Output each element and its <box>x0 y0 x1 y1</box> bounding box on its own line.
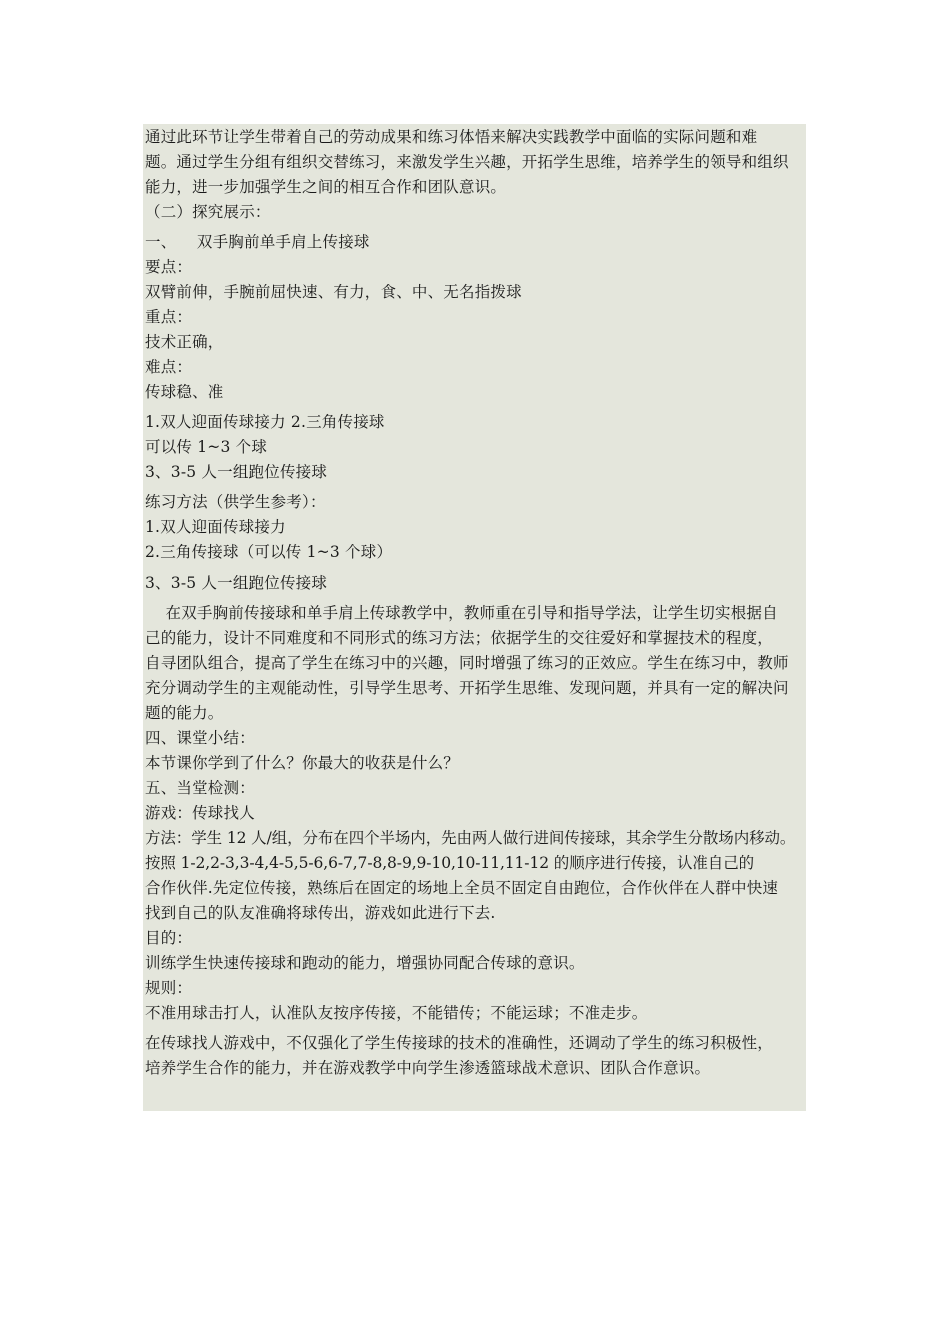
label-line: 规则： <box>145 979 193 997</box>
paragraph-line: 能力，进一步加强学生之间的相互合作和团队意识。 <box>145 178 507 196</box>
section-heading: 四、课堂小结： <box>145 729 255 747</box>
paragraph-line: 双臂前伸，手腕前屈快速、有力，食、中、无名指拨球 <box>145 283 522 301</box>
paragraph-line: 训练学生快速传接球和跑动的能力，增强协同配合传球的意识。 <box>145 954 585 972</box>
label-line: 难点： <box>145 358 193 376</box>
paragraph-line: 在传球找人游戏中，不仅强化了学生传接球的技术的准确性，还调动了学生的练习积极性， <box>145 1034 774 1052</box>
paragraph-line: 充分调动学生的主观能动性，引导学生思考、开拓学生思维、发现问题，并具有一定的解决问 <box>145 679 789 697</box>
list-item: 3、3-5 人一组跑位传接球 <box>145 463 328 481</box>
paragraph-line: 己的能力，设计不同难度和不同形式的练习方法；依据学生的交往爱好和掌握技术的程度， <box>145 629 774 647</box>
list-item: 1.双人迎面传球接力 <box>145 518 286 536</box>
list-item: 1.双人迎面传球接力 2.三角传接球 <box>145 413 385 431</box>
paragraph-line: 合作伙伴.先定位传接，熟练后在固定的场地上全员不固定自由跑位，合作伙伴在人群中快速 <box>145 879 779 897</box>
paragraph-line: 方法：学生 12 人/组，分布在四个半场内，先由两人做行进间传接球，其余学生分散场内移动。 <box>145 829 796 847</box>
paragraph-line: 通过此环节让学生带着自己的劳动成果和练习体悟来解决实践教学中面临的实际问题和难 <box>145 128 758 146</box>
paragraph-line: 培养学生合作的能力，并在游戏教学中向学生渗透篮球战术意识、团队合作意识。 <box>145 1059 711 1077</box>
label-line: 游戏：传球找人 <box>145 804 255 822</box>
paragraph-line: 不准用球击打人，认准队友按序传接，不能错传；不能运球；不准走步。 <box>145 1004 648 1022</box>
section-heading: 五、当堂检测： <box>145 779 255 797</box>
paragraph-line: 技术正确， <box>145 333 224 351</box>
list-item: 3、3-5 人一组跑位传接球 <box>145 574 328 592</box>
paragraph-line: 在双手胸前传接球和单手肩上传球教学中，教师重在引导和指导学法，让学生切实根据自 <box>145 604 778 622</box>
label-line: 目的： <box>145 929 193 947</box>
list-item: 可以传 1~3 个球 <box>145 438 268 456</box>
subsection-heading: 一、 双手胸前单手肩上传接球 <box>145 233 370 251</box>
paragraph-line: 题的能力。 <box>145 704 224 722</box>
paragraph-line: 传球稳、准 <box>145 383 224 401</box>
label-line: 要点： <box>145 258 193 276</box>
paragraph-line: 自寻团队组合，提高了学生在练习中的兴趣，同时增强了练习的正效应。学生在练习中，教师 <box>145 654 789 672</box>
paragraph-line: 题。通过学生分组有组织交替练习，来激发学生兴趣，开拓学生思维，培养学生的领导和组织 <box>145 153 789 171</box>
label-line: 练习方法（供学生参考）： <box>145 493 326 511</box>
paragraph-line: 按照 1-2,2-3,3-4,4-5,5-6,6-7,7-8,8-9,9-10,10-11,11-12 的顺序进行传接，认准自己的 <box>145 854 754 872</box>
paragraph-line: 本节课你学到了什么？你最大的收获是什么？ <box>145 754 460 772</box>
label-line: 重点： <box>145 308 193 326</box>
paragraph-line: 找到自己的队友准确将球传出，游戏如此进行下去. <box>145 904 496 922</box>
section-heading: （二）探究展示： <box>145 203 271 221</box>
list-item: 2.三角传接球（可以传 1~3 个球） <box>145 543 393 561</box>
